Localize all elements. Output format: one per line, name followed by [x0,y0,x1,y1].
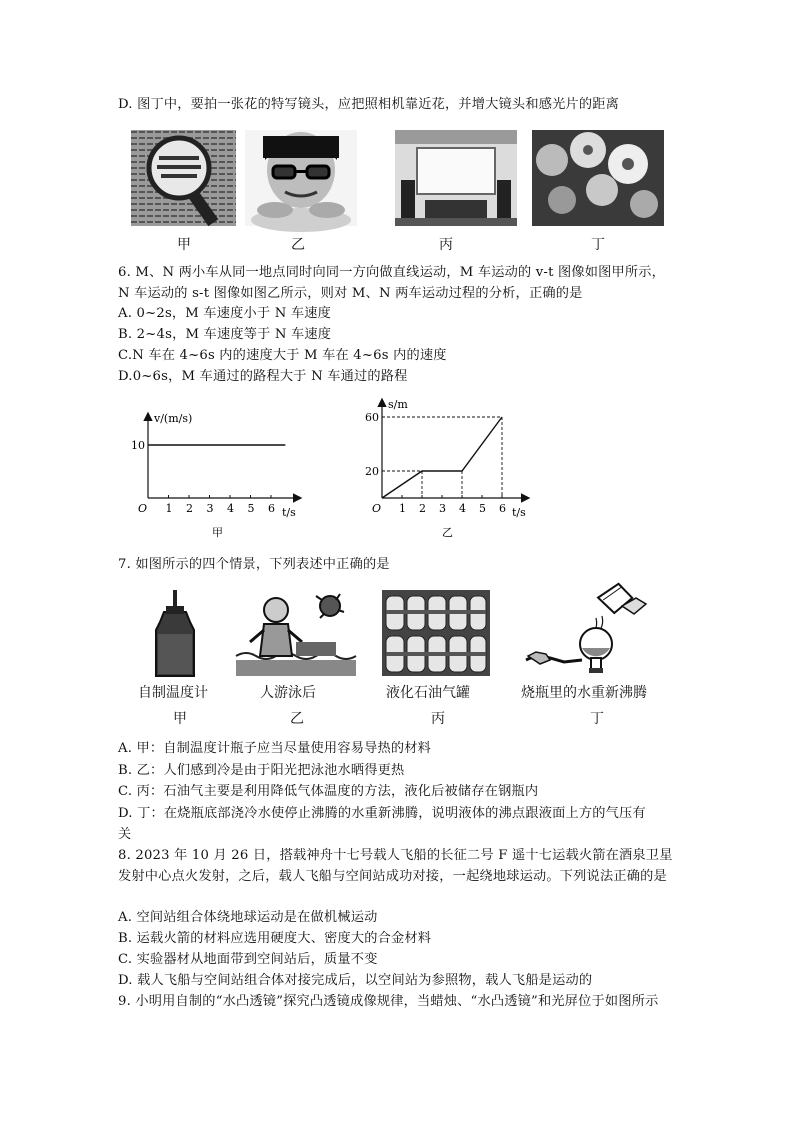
photo-caption-jia: 甲 [177,237,191,253]
y-tick-label: 10 [131,439,145,452]
projector-screen-icon [395,130,517,226]
vt-caption: 甲 [212,526,223,539]
photo-yi [245,130,357,226]
q6-stem-2: N 车运动的 s-t 图像如图乙所示，则对 M、N 两车运动过程的分析，正确的是 [118,286,583,301]
q7-option-d-1: D. 丁：在烧瓶底部浇冷水使停止沸腾的水重新沸腾，说明液体的沸点跟液面上方的气压有 [118,806,646,821]
illustration-label-ding: 烧瓶里的水重新沸腾 [521,685,647,701]
st-y-label: s/m [388,398,408,411]
gas-cylinders-icon [382,590,490,676]
series-line [382,417,502,498]
q7-option-b: B. 乙：人们感到冷是由于阳光把泳池水晒得更热 [118,763,405,778]
x-tick-label: 2 [419,502,426,515]
st-caption: 乙 [442,526,453,539]
photo-caption-bing: 丙 [439,237,453,253]
st-origin: O [372,502,382,515]
x-tick-label: 2 [186,502,193,515]
st-x-label: t/s [512,506,526,519]
vt-y-label: v/(m/s) [154,412,193,425]
q8-stem-1: 8. 2023 年 10 月 26 日，搭载神舟十七号载人飞船的长征二号 F 遥十七运载火箭在酒泉卫星 [118,848,673,863]
q6-option-b: B. 2~4s，M 车速度等于 N 车速度 [118,327,332,342]
x-tick-label: 4 [459,502,466,515]
x-tick-label: 1 [165,502,173,515]
x-tick-label: 6 [499,502,506,515]
x-tick-label: 3 [439,502,446,515]
illustration-sub-yi: 乙 [290,711,304,727]
illustration-label-yi: 人游泳后 [260,685,316,701]
q7-option-c: C. 丙：石油气主要是利用降低气体温度的方法，液化后被储存在钢瓶内 [118,784,539,799]
st-graph [365,396,548,542]
magnifier-icon [131,130,236,226]
swimmer-shivering-icon [236,590,356,676]
q8-option-d: D. 载人飞船与空间站组合体对接完成后，以空间站为参照物，载人飞船是运动的 [118,973,593,988]
q8-option-a: A. 空间站组合体绕地球运动是在做机械运动 [118,910,378,925]
homemade-thermometer-icon [150,590,200,680]
illustration-sub-ding: 丁 [590,711,604,727]
photo-caption-yi: 乙 [291,237,305,253]
q8-stem-2: 发射中心点火发射，之后，载人飞船与空间站成功对接，一起绕地球运动。下列说法正确的是 [118,869,667,884]
illustration-label-bing: 液化石油气罐 [386,685,470,701]
flower-icon [532,130,664,226]
x-tick-label: 5 [479,502,486,515]
y-tick-label: 60 [365,411,379,424]
q5-option-d: D. 图丁中，要拍一张花的特写镜头，应把照相机靠近花，并增大镜头和感光片的距离 [118,97,620,112]
boy-with-glasses-icon [245,130,357,226]
q7-stem: 7. 如图所示的四个情景，下列表述中正确的是 [118,557,390,572]
q8-option-b: B. 运载火箭的材料应选用硬度大、密度大的合金材料 [118,931,432,946]
x-tick-label: 5 [247,502,255,515]
vt-origin: O [138,502,148,515]
illustration-sub-bing: 丙 [431,711,445,727]
q6-option-d: D.0~6s，M 车通过的路程大于 N 车通过的路程 [118,369,408,384]
q7-option-a: A. 甲：自制温度计瓶子应当尽量使用容易导热的材料 [118,741,432,756]
q9-stem: 9. 小明用自制的“水凸透镜”探究凸透镜成像规律，当蜡烛、“水凸透镜”和光屏位于如图所示 [118,994,659,1009]
photo-caption-ding: 丁 [591,237,605,253]
photo-jia [131,130,236,226]
vt-x-label: t/s [282,506,296,519]
illustration-sub-jia: 甲 [173,711,187,727]
q6-option-a: A. 0~2s，M 车速度小于 N 车速度 [118,306,332,321]
y-tick-label: 20 [365,465,379,478]
illustration-label-jia: 自制温度计 [138,685,208,701]
x-tick-label: 3 [206,502,214,515]
x-tick-label: 6 [268,502,275,515]
q8-option-c: C. 实验器材从地面带到空间站后，质量不变 [118,952,378,967]
q6-option-c: C.N 车在 4~6s 内的速度大于 M 车在 4~6s 内的速度 [118,348,447,363]
x-tick-label: 1 [399,502,406,515]
q7-option-d-2: 关 [118,827,132,842]
q6-stem-1: 6. M、N 两小车从同一地点同时向同一方向做直线运动，M 车运动的 v-t 图像如图甲所示， [118,265,666,280]
x-tick-label: 4 [227,502,234,515]
flask-cold-water-icon [524,590,654,676]
vt-graph [128,410,308,540]
photo-bing [395,130,517,226]
photo-ding [532,130,664,226]
